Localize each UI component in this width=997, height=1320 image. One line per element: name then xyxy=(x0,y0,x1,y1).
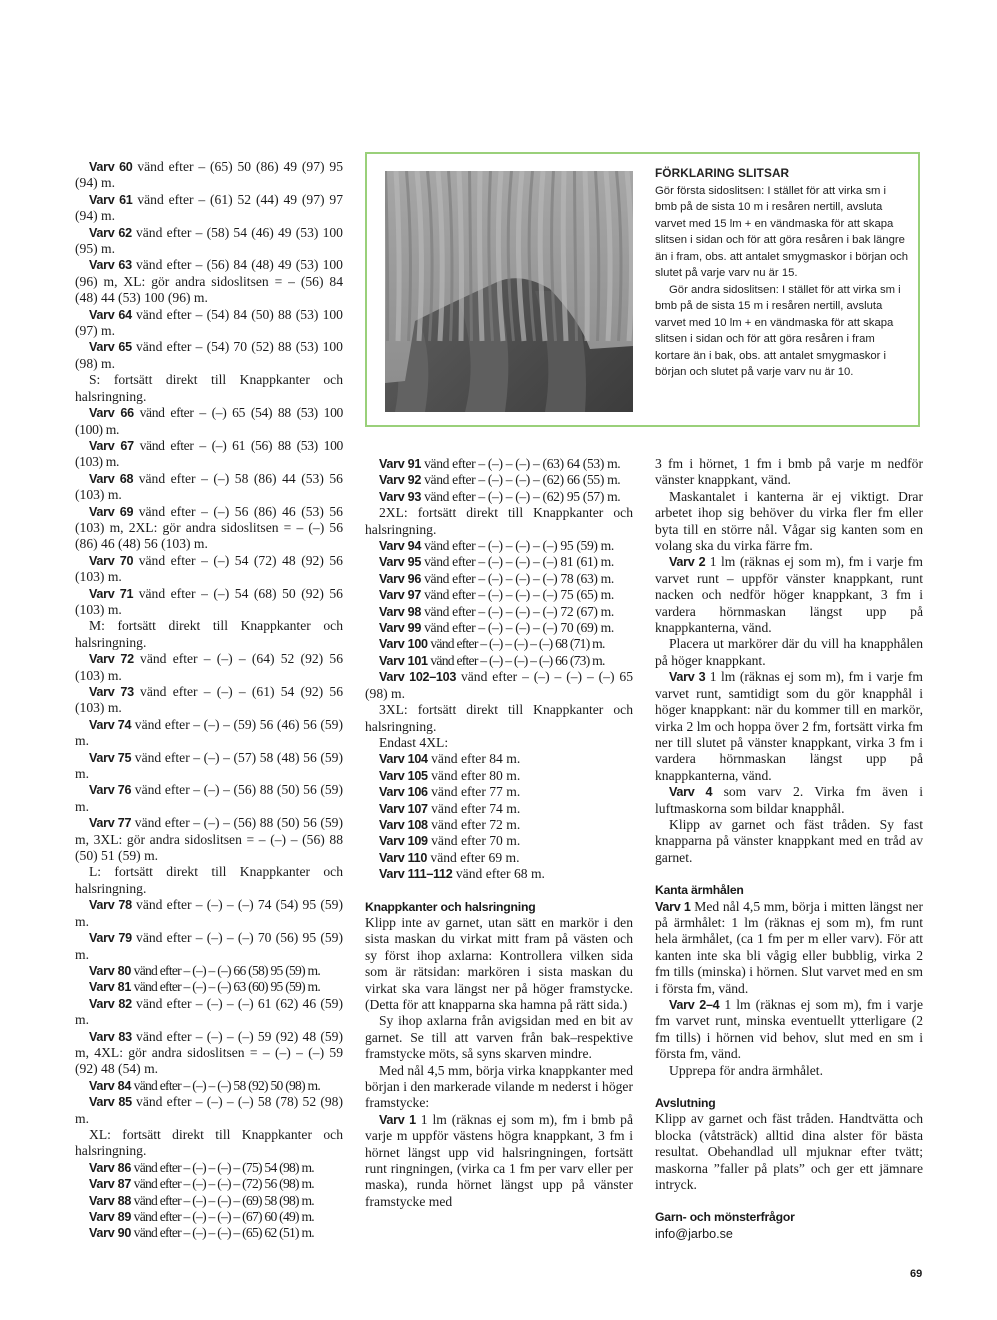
marker-paragraph: Placera ut markörer där du vill ha knapphålen på höger knappkant. xyxy=(655,636,923,668)
row-text: vänd efter – (–) – (–) – (69) 58 (98) m. xyxy=(131,1192,314,1208)
arm-row-2 xyxy=(655,997,923,1063)
row-label: Varv 65 xyxy=(89,340,132,355)
instruction-row xyxy=(75,684,343,717)
row-text: 1 lm (räknas ej som m), fm i varje fm varvet runt – uppför vänster knappkant, runt nacken och nedför höger knappkant, 3 fm i vardera hörnmaskan längst upp på knappkanterna, vänd. xyxy=(655,554,923,636)
row-label: Varv 98 xyxy=(379,604,422,619)
row-text: vänd efter – (61) 52 (44) 49 (97) 97 (94) m. xyxy=(75,191,343,224)
row-text: L: fortsätt direkt till Knappkanter och halsringning. xyxy=(75,864,343,896)
row-text: vänd efter 80 m. xyxy=(427,767,521,783)
instruction-row xyxy=(365,669,633,702)
row-text: vänd efter – (–) – (61) 54 (92) 56 (103) m. xyxy=(75,684,343,716)
size-note xyxy=(365,735,633,751)
section-heading-avslutning: Avslutning xyxy=(655,1096,716,1111)
box-paragraph-2: Gör andra sidoslitsen: I stället för att virka sm i bmb på de sista 15 m i resåren nertill, avsluta varvet med 10 lm + en vändmaska för att skapa slitsen i sidan och för att göra resåren i fram kortare än i bak, obs. att antalet smygmaskor i början och slutet på varje varv nu är 10. xyxy=(655,283,901,378)
row-text: vänd efter – (–) – (–) 59 (92) 48 (59) m, 4XL: gör andra sidoslitsen = – (–) – (–) 59 (92) 48 (54) m. xyxy=(75,1028,343,1077)
row-label: Varv 1 xyxy=(655,899,691,914)
box-title: FÖRKLARING SLITSAR xyxy=(655,166,790,180)
instruction-row xyxy=(75,1209,343,1225)
size-note xyxy=(75,864,343,897)
row-text: vänd efter 84 m. xyxy=(427,751,521,767)
row-label: Varv 76 xyxy=(89,783,132,798)
instruction-row xyxy=(75,651,343,684)
instruction-row xyxy=(365,489,633,505)
instruction-row xyxy=(75,897,343,930)
row-label: Varv 88 xyxy=(89,1193,132,1208)
row-text: vänd efter – (–) – (59) 56 (46) 56 (59) m. xyxy=(75,716,343,749)
size-note xyxy=(75,1127,343,1160)
instruction-row xyxy=(75,979,343,995)
knapp-paragraph-3: Med nål 4,5 mm, börja virka knappkanter med början i den markerade vilande m nederst i höger framstycke: xyxy=(365,1062,633,1111)
instruction-row xyxy=(365,768,633,784)
instruction-row xyxy=(365,866,633,882)
row-text: vänd efter – (–) – (–) – (72) 56 (98) m. xyxy=(131,1176,314,1192)
row-text: vänd efter – (–) 58 (86) 44 (53) 56 (103) m. xyxy=(75,470,343,503)
knapp-row-1 xyxy=(365,1112,633,1210)
instruction-row xyxy=(75,717,343,750)
cut-paragraph: Klipp av garnet och fäst tråden. Sy fast knapparna på vänster knappkant med en tråd av garnet. xyxy=(655,816,923,865)
section-heading-questions: Garn- och mönsterfrågor xyxy=(655,1210,795,1225)
row-label: Varv 99 xyxy=(379,621,422,636)
row-text: vänd efter – (–) 61 (56) 88 (53) 100 (103) m. xyxy=(75,437,343,470)
row-label: Varv 82 xyxy=(89,996,132,1011)
crochet-rib-image xyxy=(385,171,633,412)
row-label: Varv 96 xyxy=(379,571,422,586)
instruction-row xyxy=(365,784,633,800)
row-text: vänd efter – (–) – (–) – (62) 95 (57) m. xyxy=(421,488,621,504)
column-2 xyxy=(365,456,633,1210)
row-label: Varv 87 xyxy=(89,1177,132,1192)
row-label: Varv 93 xyxy=(379,489,422,504)
row-label: Varv 2–4 xyxy=(669,998,720,1012)
row-text: vänd efter – (54) 70 (52) 88 (53) 100 (98) m. xyxy=(75,339,343,371)
row-text: vänd efter – (–) – (–) – (67) 60 (49) m. xyxy=(131,1209,314,1224)
instruction-row xyxy=(75,1160,343,1176)
row-text: vänd efter – (56) 84 (48) 49 (53) 100 (96) m, XL: gör andra sidoslitsen = – (56) 84 (48) 44 (53) 100 (96) m. xyxy=(75,257,343,306)
row-text: vänd efter – (–) – (–) – (–) 70 (69) m. xyxy=(421,620,614,636)
row-text: vänd efter – (–) – (–) – (75) 54 (98) m. xyxy=(131,1159,314,1175)
contact-email: info@jarbo.se xyxy=(655,1226,733,1241)
row-label: Varv 91 xyxy=(379,457,422,471)
row-text: vänd efter – (–) 54 (68) 50 (92) 56 (103) m. xyxy=(75,585,343,617)
row-label: Varv 90 xyxy=(89,1226,132,1241)
row-text: M: fortsätt direkt till Knappkanter och halsringning. xyxy=(75,618,343,650)
instruction-row xyxy=(75,1029,343,1078)
row-label: Varv 106 xyxy=(379,785,428,800)
row-label: Varv 86 xyxy=(89,1160,132,1175)
row-text: vänd efter 74 m. xyxy=(427,800,521,816)
instruction-row xyxy=(75,307,343,340)
instruction-row xyxy=(75,159,343,192)
size-note xyxy=(365,702,633,735)
instruction-row xyxy=(75,192,343,225)
row-list xyxy=(365,456,633,883)
row-text: vänd efter – (–) – (–) – (63) 64 (53) m. xyxy=(421,456,621,471)
instruction-row xyxy=(75,504,343,553)
row-label: Varv 108 xyxy=(379,817,428,832)
instruction-row xyxy=(365,571,633,587)
section-heading-knappkanter: Knappkanter och halsringning xyxy=(365,899,536,914)
row-text: vänd efter – (–) – (–) 70 (56) 95 (59) m. xyxy=(75,930,343,962)
knitted-vest-photo xyxy=(385,171,633,412)
instruction-row xyxy=(365,587,633,603)
instruction-row xyxy=(365,817,633,833)
repeat-paragraph: Upprepa för andra ärmhålet. xyxy=(669,1062,823,1078)
row-text: vänd efter 77 m. xyxy=(427,784,521,800)
instruction-row xyxy=(75,1094,343,1127)
row-label: Varv 74 xyxy=(89,717,132,732)
size-note xyxy=(75,618,343,651)
row-label: Varv 73 xyxy=(89,685,134,699)
row-text: som varv 2. Virka fm även i luftmaskorna som bildar knapphål. xyxy=(655,784,923,816)
row-label: Varv 62 xyxy=(89,225,132,240)
row-label: Varv 63 xyxy=(89,258,132,273)
row-text: 2XL: fortsätt direkt till Knappkanter och halsringning. xyxy=(365,505,633,537)
row-text: vänd efter – (–) – (64) 52 (92) 56 (103) m. xyxy=(75,651,343,683)
instruction-row xyxy=(75,257,343,306)
row-text: vänd efter – (–) – (56) 88 (50) 56 (59) m. xyxy=(75,782,343,814)
column-3 xyxy=(655,456,923,1242)
instruction-row xyxy=(75,750,343,783)
box-paragraph-1: Gör första sidoslitsen: I stället för att virka sm i bmb på de sista 10 m i resåren nertill, avsluta varvet med 15 lm + en vändmaska för att skapa slitsen i sidan och för att göra resåren i bak längre än i fram, obs. att antalet smygmaskor i början och slutet på varje varv nu är 15. xyxy=(655,184,909,279)
knapp-row-4 xyxy=(655,784,923,817)
instruction-row xyxy=(75,225,343,258)
knapp-paragraph-2: Sy ihop axlarna från avigsidan med en bit av garnet. Se till att varven från bak–respektive framstycke möts, så syns skarven mindre. xyxy=(365,1013,633,1062)
row-label: Varv 109 xyxy=(379,834,428,849)
instruction-row xyxy=(365,801,633,817)
row-label: Varv 67 xyxy=(89,438,134,453)
row-label: Varv 85 xyxy=(89,1095,132,1110)
row-text: vänd efter – (–) 54 (72) 48 (92) 56 (103) m. xyxy=(75,552,343,585)
row-label: Varv 75 xyxy=(89,750,132,765)
row-label: Varv 102–103 xyxy=(379,670,457,685)
row-label: Varv 83 xyxy=(89,1029,132,1044)
row-label: Varv 84 xyxy=(89,1078,132,1093)
row-label: Varv 1 xyxy=(379,1112,416,1127)
instruction-row xyxy=(365,833,633,849)
row-label: Varv 100 xyxy=(379,637,428,652)
row-text: vänd efter – (54) 84 (50) 88 (53) 100 (97) m. xyxy=(75,306,343,339)
row-label: Varv 72 xyxy=(89,652,134,667)
instruction-row xyxy=(75,1176,343,1192)
row-text: vänd efter – (–) – (56) 88 (50) 56 (59) m, 3XL: gör andra sidoslitsen = – (–) – (56) 88 (50) 51 (59) m. xyxy=(75,815,343,864)
row-label: Varv 3 xyxy=(669,670,706,685)
row-text: vänd efter – (–) – (–) – (–) 81 (61) m. xyxy=(421,554,614,570)
row-label: Varv 79 xyxy=(89,931,132,946)
instruction-row xyxy=(365,554,633,570)
instruction-row xyxy=(365,538,633,554)
finish-paragraph: Klipp av garnet och fäst tråden. Handtvätta och blocka (våtsträck) alltid dina alster för bästa resultat. Obehandlad ull mjuknar efter tvätt; maskorna ”faller på plats” och ger ett jämnare intryck. xyxy=(655,1111,923,1193)
row-text: 1 lm (räknas ej som m), fm i varje fm varvet runt, minska eventuellt ytterligare (2 fm tills) i hörnen vid behov, slut med en sm i första fm, vänd. xyxy=(655,997,923,1062)
row-label: Varv 110 xyxy=(379,850,428,865)
instruction-row xyxy=(75,339,343,372)
row-text: Med nål 4,5 mm, börja i mitten längst ner på ärmhålet: 1 lm (räknas ej som m), fm runt hela ärmhålet, (ca 1 fm per m eller varv). För att kanten inte ska bli vågig eller bubblig, virka 2 fm tills (minska) i hörnen. Slut varvet med en sm i första fm, vänd. xyxy=(655,898,923,996)
row-text: S: fortsätt direkt till Knappkanter och halsringning. xyxy=(75,372,343,404)
page-number: 69 xyxy=(910,1268,923,1280)
arm-row-1 xyxy=(655,899,923,997)
row-label: Varv 68 xyxy=(89,471,134,486)
row-text: vänd efter 69 m. xyxy=(427,849,520,865)
instruction-row xyxy=(75,930,343,963)
row-text: vänd efter – (–) 56 (86) 46 (53) 56 (103) m, 2XL: gör andra sidoslitsen = – (–) 56 (86) 46 (48) 56 (103) m. xyxy=(75,503,343,552)
row-label: Varv 107 xyxy=(379,801,428,816)
instruction-row xyxy=(75,963,343,979)
instruction-row xyxy=(75,586,343,619)
row-text: vänd efter – (–) – (–) – (–) 95 (59) m. xyxy=(421,538,614,554)
instruction-row xyxy=(75,553,343,586)
row-text: vänd efter – (–) – (–) – (65) 62 (51) m. xyxy=(131,1225,314,1241)
row-text: vänd efter 72 m. xyxy=(427,816,521,832)
row-text: 1 lm (räknas ej som m), fm i bmb på varje m uppför västens högra knappkant, 3 fm i hörnet längst upp vid halsringningen, fortsätt runt ringningen, (virka ca 1 fm per varv eller per maska), runda hörnet längst upp på vänster framstycke med xyxy=(365,1111,633,1209)
size-note xyxy=(365,505,633,538)
row-text: vänd efter – (–) – (–) 74 (54) 95 (59) m. xyxy=(75,897,343,929)
row-text: XL: fortsätt direkt till Knappkanter och halsringning. xyxy=(75,1126,343,1159)
row-text: vänd efter – (–) 65 (54) 88 (53) 100 (100) m. xyxy=(75,405,343,437)
knapp-row-3 xyxy=(655,669,923,784)
row-text: vänd efter – (–) – (–) – (–) 75 (65) m. xyxy=(421,587,614,603)
knapp-paragraph-1: Klipp inte av garnet, utan sätt en markör i den sista maskan du virkat mitt fram på västen och sy först ihop axlarna: Kontrollera vilken sida som är rätsidan: markören i sista maskan du virkat ska vara längst ner på höger framstycke. (Detta för att knapparna ska hamna på rätt sida.) xyxy=(365,914,633,1012)
instruction-row xyxy=(365,620,633,636)
row-label: Varv 81 xyxy=(89,980,132,995)
row-text: Endast 4XL: xyxy=(379,734,449,750)
row-text: vänd efter – (–) – (–) – (–) 68 (71) m. xyxy=(427,636,605,652)
knapp-row-2 xyxy=(655,554,923,636)
instruction-row xyxy=(75,1225,343,1241)
row-label: Varv 78 xyxy=(89,898,132,913)
instruction-row xyxy=(365,653,633,669)
row-label: Varv 71 xyxy=(89,586,134,601)
row-text: vänd efter 68 m. xyxy=(452,866,545,882)
row-text: vänd efter – (–) – (–) – (–) 72 (67) m. xyxy=(421,603,614,619)
row-label: Varv 97 xyxy=(379,588,422,603)
instruction-row xyxy=(365,850,633,866)
row-label: Varv 89 xyxy=(89,1210,132,1224)
instruction-row xyxy=(75,1193,343,1209)
row-label: Varv 101 xyxy=(379,653,428,668)
instruction-row xyxy=(75,438,343,471)
row-text: vänd efter – (–) – (57) 58 (48) 56 (59) m. xyxy=(75,749,343,782)
continuation-paragraph: 3 fm i hörnet, 1 fm i bmb på varje m nedför vänster knappkant, vänd. xyxy=(655,456,923,488)
row-label: Varv 77 xyxy=(89,816,132,831)
row-text: vänd efter – (–) – (–) – (–) 78 (63) m. xyxy=(421,570,614,586)
row-label: Varv 2 xyxy=(669,555,706,570)
instruction-row xyxy=(365,604,633,620)
row-label: Varv 92 xyxy=(379,473,422,488)
row-text: vänd efter – (–) – (–) – (62) 66 (55) m. xyxy=(421,472,621,488)
row-label: Varv 104 xyxy=(379,752,428,767)
row-label: Varv 66 xyxy=(89,406,134,421)
row-text: vänd efter – (58) 54 (46) 49 (53) 100 (95) m. xyxy=(75,224,343,257)
row-text: vänd efter – (–) – (–) 66 (58) 95 (59) m. xyxy=(131,962,320,978)
row-text: vänd efter – (–) – (–) 58 (78) 52 (98) m. xyxy=(75,1094,343,1126)
row-label: Varv 80 xyxy=(89,963,132,978)
row-text: vänd efter – (–) – (–) – (–) 65 (98) m. xyxy=(365,669,633,701)
row-label: Varv 111–112 xyxy=(379,867,453,882)
row-text: vänd efter – (–) – (–) 61 (62) 46 (59) m. xyxy=(75,995,343,1028)
row-text: vänd efter 70 m. xyxy=(427,833,521,849)
instruction-row xyxy=(365,472,633,488)
row-label: Varv 61 xyxy=(89,192,133,207)
section-heading-armhal: Kanta ärmhålen xyxy=(655,883,744,898)
mask-paragraph: Maskantalet i kanterna är ej viktigt. Drar arbetet ihop sig behöver du virka fler fm eller byta till en större nål. Vågar sig kanten som en volang ska du virka färre fm. xyxy=(655,488,923,554)
instruction-row xyxy=(365,456,633,472)
instruction-row xyxy=(75,815,343,864)
row-label: Varv 95 xyxy=(379,555,422,570)
size-note xyxy=(75,372,343,405)
row-text: 1 lm (räknas ej som m), fm i varje fm varvet runt, samtidigt som du gör knapphål i höger knappkant: när du kommer till en markör, virka 2 lm och hoppa över 2 fm, fortsätt virka fm ner till slutet på vänster knappkant, virka 3 fm i vardera hörnmaskan längst upp på knappkanterna, vänd. xyxy=(655,669,923,783)
row-text: 3XL: fortsätt direkt till Knappkanter och halsringning. xyxy=(365,702,633,734)
row-label: Varv 69 xyxy=(89,504,134,519)
row-label: Varv 94 xyxy=(379,539,422,554)
row-label: Varv 70 xyxy=(89,553,134,568)
row-text: vänd efter – (65) 50 (86) 49 (97) 95 (94) m. xyxy=(75,159,343,191)
instruction-row xyxy=(75,1078,343,1094)
row-label: Varv 4 xyxy=(669,785,713,800)
instruction-row xyxy=(75,996,343,1029)
instruction-row xyxy=(365,751,633,767)
row-label: Varv 105 xyxy=(379,768,428,783)
instruction-row xyxy=(75,471,343,504)
row-label: Varv 64 xyxy=(89,307,132,322)
row-label: Varv 60 xyxy=(89,160,133,174)
instruction-row xyxy=(365,636,633,652)
explanation-text xyxy=(655,165,910,381)
row-text: vänd efter – (–) – (–) 63 (60) 95 (59) m. xyxy=(131,979,320,995)
instruction-row xyxy=(75,405,343,438)
instruction-row xyxy=(75,782,343,815)
row-text: vänd efter – (–) – (–) – (–) 66 (73) m. xyxy=(427,652,605,668)
column-1 xyxy=(75,159,343,1242)
row-text: vänd efter – (–) – (–) 58 (92) 50 (98) m. xyxy=(131,1077,320,1093)
